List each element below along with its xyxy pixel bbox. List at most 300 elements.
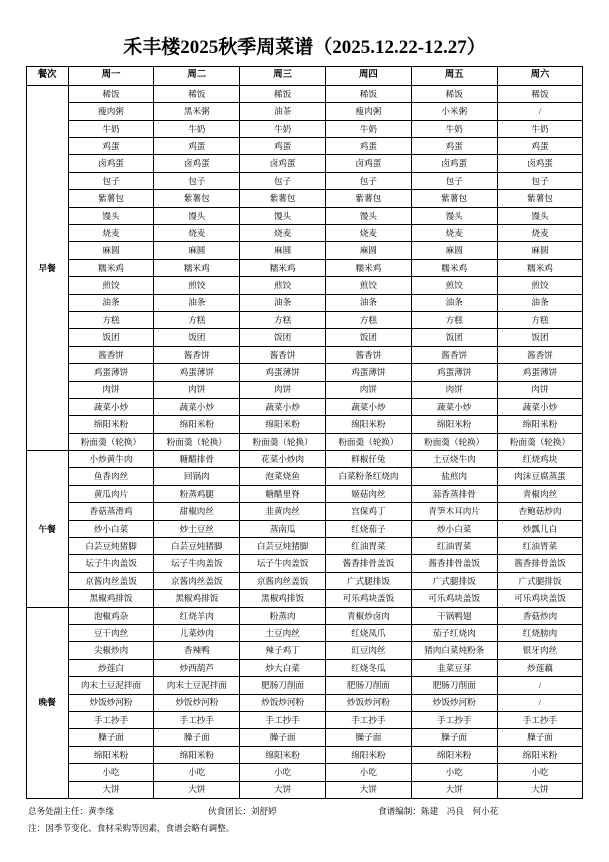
table-row [26,329,583,346]
menu-cell: 包子 [326,172,412,189]
menu-cell: 土豆肉丝 [240,625,326,642]
menu-cell: 麻圆 [497,242,583,259]
menu-cell: 油茶 [240,103,326,120]
menu-cell: 饭团 [497,329,583,346]
footer-note: 注：因季节变化、食材采购等因素，食谱会略有调整。 [28,822,235,833]
menu-cell: 广式腿排饭 [411,572,497,589]
page-title: 禾丰楼2025秋季周菜谱（2025.12.22-12.27） [123,37,486,58]
table-row [26,607,583,624]
menu-cell: 肉饼 [497,381,583,398]
menu-cell: 豆干肉丝 [68,625,154,642]
menu-cell: 肥肠刀削面 [240,677,326,694]
table-row [26,694,583,711]
table-row [26,625,583,642]
menu-cell: 鱼香肉丝 [68,468,154,485]
column-header-meal: 餐次 [26,66,68,85]
menu-cell: 糯米鸡 [497,259,583,276]
menu-cell: 紫薯包 [68,190,154,207]
menu-cell: 牛奶 [154,120,240,137]
menu-cell: 饭团 [68,329,154,346]
menu-cell: 酱香饼 [411,346,497,363]
menu-cell: 绵阳米粉 [240,746,326,763]
menu-cell: 鸡蛋薄饼 [154,364,240,381]
table-body [26,85,583,798]
menu-cell: 红油胃菜 [326,538,412,555]
menu-cell: 肉末土豆泥拌面 [154,677,240,694]
menu-cell: 稀饭 [68,85,154,102]
menu-cell: 糯米鸡 [326,259,412,276]
menu-cell: 香辣鸭 [154,642,240,659]
signature-canteen-head: 伙食团长：刘舒婷 [208,805,277,816]
menu-cell: 烧麦 [154,225,240,242]
menu-cell: 可乐鸡块盖饭 [326,590,412,607]
menu-cell: 小吃 [497,764,583,781]
menu-cell: 儿菜炒肉 [154,625,240,642]
menu-cell: 炒饭炒河粉 [240,694,326,711]
menu-cell: 肉沫豆腐蒸蛋 [497,468,583,485]
menu-cell: 方糕 [411,311,497,328]
menu-cell: 红烧冬瓜 [326,659,412,676]
menu-cell: 粉蒸肉 [240,607,326,624]
menu-cell: 炒莲白 [68,659,154,676]
menu-cell: 手工抄手 [240,711,326,728]
menu-cell: 小吃 [68,764,154,781]
menu-cell: / [497,694,583,711]
menu-cell: 广式腿排饭 [497,572,583,589]
menu-cell: 麻圆 [326,242,412,259]
menu-cell: 糯米鸡 [154,259,240,276]
menu-cell: 红烧凤爪 [326,625,412,642]
menu-cell: 大饼 [68,781,154,798]
menu-cell: 油条 [68,294,154,311]
menu-cell: 姬菇肉丝 [326,485,412,502]
menu-cell: 白芸豆炖猪脚 [68,538,154,555]
menu-cell: 手工抄手 [154,711,240,728]
menu-cell: 绵阳米粉 [240,416,326,433]
menu-cell: 粉面羮（轮换） [154,433,240,450]
menu-cell: 包子 [411,172,497,189]
menu-cell: 土豆烧牛肉 [411,451,497,468]
menu-cell: 绵阳米粉 [411,416,497,433]
menu-cell: 包子 [240,172,326,189]
menu-cell: 绵阳米粉 [326,746,412,763]
menu-cell: 可乐鸡块盖饭 [497,590,583,607]
menu-cell: 黄瓜肉片 [68,485,154,502]
menu-cell: 大饼 [240,781,326,798]
menu-cell: 臊子面 [411,729,497,746]
table-row [26,346,583,363]
menu-cell: 麻圆 [240,242,326,259]
table-row [26,451,583,468]
menu-cell: 炒饭炒河粉 [326,694,412,711]
table-row [26,259,583,276]
menu-cell: 烧麦 [411,225,497,242]
menu-cell: 炒土豆丝 [154,520,240,537]
menu-cell: 蔬菜小炒 [411,398,497,415]
menu-cell: 鸡蛋 [68,138,154,155]
menu-cell: 蒜香蒸排骨 [411,485,497,502]
menu-cell: 大饼 [411,781,497,798]
menu-cell: 油条 [240,294,326,311]
menu-cell: 卤鸡蛋 [240,155,326,172]
menu-cell: 稀饭 [240,85,326,102]
menu-cell: 牛奶 [497,120,583,137]
table-row [26,294,583,311]
table-row [26,520,583,537]
table-row [26,103,583,120]
menu-cell: 馒头 [240,207,326,224]
signature-line [26,805,583,817]
menu-cell: 煎饺 [497,277,583,294]
table-row [26,416,583,433]
table-row [26,555,583,572]
menu-cell: 大饼 [154,781,240,798]
menu-cell: 白芸豆炖猪脚 [154,538,240,555]
menu-cell: 糯米鸡 [411,259,497,276]
menu-cell: 韭黄肉丝 [240,503,326,520]
menu-cell: 油条 [411,294,497,311]
menu-cell: 手工抄手 [68,711,154,728]
menu-cell: 香菇蒸滑鸡 [68,503,154,520]
menu-cell: 青椒肉丝 [497,485,583,502]
menu-cell: 肉饼 [411,381,497,398]
menu-cell: 黑米粥 [154,103,240,120]
menu-cell: 油条 [326,294,412,311]
menu-cell: 炒小白菜 [68,520,154,537]
menu-cell: 青椒炒卤肉 [326,607,412,624]
menu-cell: 广式腿排饭 [326,572,412,589]
menu-cell: 馒头 [154,207,240,224]
menu-cell: 烧麦 [497,225,583,242]
table-row [26,207,583,224]
menu-cell: 小吃 [411,764,497,781]
menu-cell: 紫薯包 [411,190,497,207]
menu-cell: 臊子面 [68,729,154,746]
menu-cell: 黑椒鸡排饭 [240,590,326,607]
menu-cell: 白芸豆炖猪脚 [240,538,326,555]
menu-cell: 粉面羮（轮换） [240,433,326,450]
menu-cell: 蔬菜小炒 [240,398,326,415]
menu-cell: 酱香排骨盖饭 [411,555,497,572]
column-header-friday: 周五 [411,66,497,85]
menu-cell: 煎饺 [154,277,240,294]
menu-cell: 肥肠刀削面 [411,677,497,694]
table-row [26,190,583,207]
menu-cell: 韭菜豆芽 [411,659,497,676]
menu-cell: 香菇炒肉 [497,607,583,624]
menu-cell: 鸡蛋薄饼 [411,364,497,381]
menu-cell: 煎饺 [68,277,154,294]
column-header-monday: 周一 [68,66,154,85]
menu-cell: 瘦肉粥 [68,103,154,120]
menu-cell: 糯米鸡 [68,259,154,276]
table-row [26,85,583,102]
menu-cell: 坛子牛肉盖饭 [154,555,240,572]
menu-cell: 红烧茄子 [326,520,412,537]
menu-cell: 方糕 [497,311,583,328]
menu-cell: 鸡蛋 [411,138,497,155]
menu-cell: 回锅肉 [154,468,240,485]
menu-cell: 饭团 [411,329,497,346]
menu-cell: 京酱肉丝盖饭 [154,572,240,589]
menu-cell: 杏鲍菇炒肉 [497,503,583,520]
menu-cell: 坛子牛肉盖饭 [68,555,154,572]
menu-cell: 可乐鸡块盖饭 [411,590,497,607]
menu-cell: 瘦肉粥 [326,103,412,120]
table-row [26,381,583,398]
menu-cell: 牛奶 [326,120,412,137]
menu-cell: 炒莲藕 [497,659,583,676]
meal-label-0: 早餐 [26,85,68,450]
meal-label-2: 晚餐 [26,607,68,798]
menu-cell: 酱香排骨盖饭 [497,555,583,572]
menu-cell: 臊子面 [154,729,240,746]
menu-cell: 卤鸡蛋 [154,155,240,172]
table-row [26,155,583,172]
table-row [26,277,583,294]
menu-cell: 馒头 [326,207,412,224]
menu-cell: 炒饭炒河粉 [68,694,154,711]
menu-cell: 紫薯包 [497,190,583,207]
menu-cell: 鸡蛋薄饼 [240,364,326,381]
header-row [26,66,583,85]
menu-cell: 烧麦 [326,225,412,242]
menu-cell: 卤鸡蛋 [497,155,583,172]
table-row [26,711,583,728]
menu-cell: 牛奶 [411,120,497,137]
menu-cell: 黑椒鸡排饭 [68,590,154,607]
menu-cell: 煎饺 [240,277,326,294]
menu-cell: 稀饭 [326,85,412,102]
menu-cell: 豇豆肉丝 [326,642,412,659]
menu-cell: 宫保鸡丁 [326,503,412,520]
table-row [26,398,583,415]
table-row [26,468,583,485]
menu-cell: 酱香饼 [326,346,412,363]
menu-cell: 白菜粉条红烧肉 [326,468,412,485]
menu-cell: 猪肉白菜炖粉条 [411,642,497,659]
menu-cell: 绵阳米粉 [326,416,412,433]
menu-cell: 酱香饼 [497,346,583,363]
menu-cell: 鸡蛋薄饼 [497,364,583,381]
menu-cell: 肥肠刀削面 [326,677,412,694]
menu-cell: 牛奶 [240,120,326,137]
menu-cell: 银牙肉丝 [497,642,583,659]
menu-cell: 干锅鸭翅 [411,607,497,624]
menu-cell: / [497,103,583,120]
menu-cell: 蔬菜小炒 [497,398,583,415]
column-header-thursday: 周四 [326,66,412,85]
menu-cell: 紫薯包 [240,190,326,207]
table-row [26,120,583,137]
menu-cell: 炒瓢儿白 [497,520,583,537]
signature-menu-authors: 食谱编制：陈建 冯良 何小花 [378,805,499,816]
table-row [26,225,583,242]
menu-cell: 馒头 [497,207,583,224]
menu-cell: 手工抄手 [497,711,583,728]
menu-cell: 烧麦 [68,225,154,242]
menu-cell: 鸡蛋薄饼 [326,364,412,381]
column-header-tuesday: 周二 [154,66,240,85]
menu-cell: 紫薯包 [154,190,240,207]
menu-cell: 紫薯包 [326,190,412,207]
column-header-wednesday: 周三 [240,66,326,85]
menu-cell: 炒西葫芦 [154,659,240,676]
table-row [26,172,583,189]
menu-cell: 手工抄手 [411,711,497,728]
menu-cell: 茄子红烧肉 [411,625,497,642]
table-row [26,364,583,381]
menu-cell: 泡菜烧鱼 [240,468,326,485]
table-row [26,642,583,659]
table-row [26,659,583,676]
menu-cell: 油条 [154,294,240,311]
menu-cell: 坛子牛肉盖饭 [240,555,326,572]
menu-cell: 酱香饼 [240,346,326,363]
menu-cell: 花菜小炒肉 [240,451,326,468]
menu-cell: 麻圆 [411,242,497,259]
page-footer [26,805,583,834]
menu-cell: 小吃 [240,764,326,781]
menu-cell: 酱香排骨盖饭 [326,555,412,572]
menu-cell: 稀饭 [497,85,583,102]
menu-cell: 绵阳米粉 [68,746,154,763]
menu-cell: 糖醋排骨 [154,451,240,468]
table-row [26,433,583,450]
menu-cell: 绵阳米粉 [497,416,583,433]
menu-cell: 稀饭 [411,85,497,102]
menu-cell: 红烧膀肉 [497,625,583,642]
menu-cell: 黑椒鸡排饭 [154,590,240,607]
menu-cell: 大饼 [497,781,583,798]
table-row [26,138,583,155]
menu-cell: 臊子面 [497,729,583,746]
menu-cell: 泡椒鸡杂 [68,607,154,624]
menu-cell: 粉蒸鸡腿 [154,485,240,502]
menu-cell: 红油胃菜 [411,538,497,555]
table-row [26,746,583,763]
menu-cell: 臊子面 [240,729,326,746]
menu-cell: 包子 [154,172,240,189]
menu-cell: 粉面羮（轮换） [326,433,412,450]
menu-cell: 肉饼 [240,381,326,398]
menu-cell: 臊子面 [326,729,412,746]
menu-cell: 饭团 [326,329,412,346]
menu-cell: 卤鸡蛋 [326,155,412,172]
menu-cell: 手工抄手 [326,711,412,728]
menu-cell: 粉面羮（轮换） [68,433,154,450]
menu-cell: 肉末土豆泥拌面 [68,677,154,694]
menu-cell: 甜椒肉丝 [154,503,240,520]
menu-cell: 酱香饼 [68,346,154,363]
menu-cell: 红烧鸡块 [497,451,583,468]
menu-cell: 方糕 [154,311,240,328]
menu-cell: 肉饼 [326,381,412,398]
menu-cell: 蒸南瓜 [240,520,326,537]
table-header [26,66,583,85]
menu-cell: 麻圆 [68,242,154,259]
table-row [26,781,583,798]
menu-cell: 馒头 [411,207,497,224]
menu-cell: 红烧羊肉 [154,607,240,624]
menu-cell: 炒大白菜 [240,659,326,676]
menu-cell: 小米粥 [411,103,497,120]
menu-cell: 煎饺 [326,277,412,294]
menu-cell: 红油胃菜 [497,538,583,555]
menu-cell: 饭团 [154,329,240,346]
table-row [26,311,583,328]
menu-cell: 京酱肉丝盖饭 [68,572,154,589]
weekly-menu-table [26,66,584,799]
menu-cell: 方糕 [240,311,326,328]
column-header-saturday: 周六 [497,66,583,85]
menu-cell: 京酱肉丝盖饭 [240,572,326,589]
menu-cell: 方糕 [326,311,412,328]
menu-cell: 卤鸡蛋 [68,155,154,172]
menu-cell: 辣子鸡丁 [240,642,326,659]
menu-cell: 酱香饼 [154,346,240,363]
menu-cell: 绵阳米粉 [68,416,154,433]
menu-cell: 小吃 [154,764,240,781]
menu-cell: 牛奶 [68,120,154,137]
menu-cell: 大饼 [326,781,412,798]
menu-cell: 盐煎肉 [411,468,497,485]
table-row [26,242,583,259]
menu-cell: 炒小白菜 [411,520,497,537]
meal-label-1: 午餐 [26,451,68,608]
menu-cell: 炒饭炒河粉 [154,694,240,711]
menu-cell: 鸡蛋 [497,138,583,155]
menu-cell: 馒头 [68,207,154,224]
menu-cell: 蔬菜小炒 [68,398,154,415]
signature-deputy-director: 总务处副主任：黄李缘 [28,805,114,816]
menu-cell: 鸡蛋 [240,138,326,155]
menu-cell: 青笋木耳肉片 [411,503,497,520]
menu-cell: 绵阳米粉 [411,746,497,763]
menu-cell: 卤鸡蛋 [411,155,497,172]
table-row [26,764,583,781]
menu-cell: 蔬菜小炒 [326,398,412,415]
table-row [26,503,583,520]
menu-cell: 尖椒炒肉 [68,642,154,659]
menu-cell: 烧麦 [240,225,326,242]
menu-cell: 粉面羮（轮换） [497,433,583,450]
menu-cell: 蔬菜小炒 [154,398,240,415]
menu-cell: 绵阳米粉 [154,746,240,763]
menu-cell: 鸡蛋 [154,138,240,155]
menu-cell: / [497,677,583,694]
menu-cell: 油条 [497,294,583,311]
menu-cell: 小炒黄牛肉 [68,451,154,468]
menu-cell: 包子 [68,172,154,189]
table-row [26,538,583,555]
menu-cell: 包子 [497,172,583,189]
menu-cell: 肉饼 [68,381,154,398]
menu-cell: 糯米鸡 [240,259,326,276]
menu-cell: 鸡蛋 [326,138,412,155]
menu-cell: 肉饼 [154,381,240,398]
menu-cell: 小吃 [326,764,412,781]
menu-cell: 方糕 [68,311,154,328]
table-row [26,677,583,694]
table-row [26,590,583,607]
menu-cell: 煎饺 [411,277,497,294]
menu-cell: 饭团 [240,329,326,346]
menu-cell: 粉面羮（轮换） [411,433,497,450]
table-row [26,729,583,746]
menu-cell: 稀饭 [154,85,240,102]
menu-cell: 糖醋里脊 [240,485,326,502]
